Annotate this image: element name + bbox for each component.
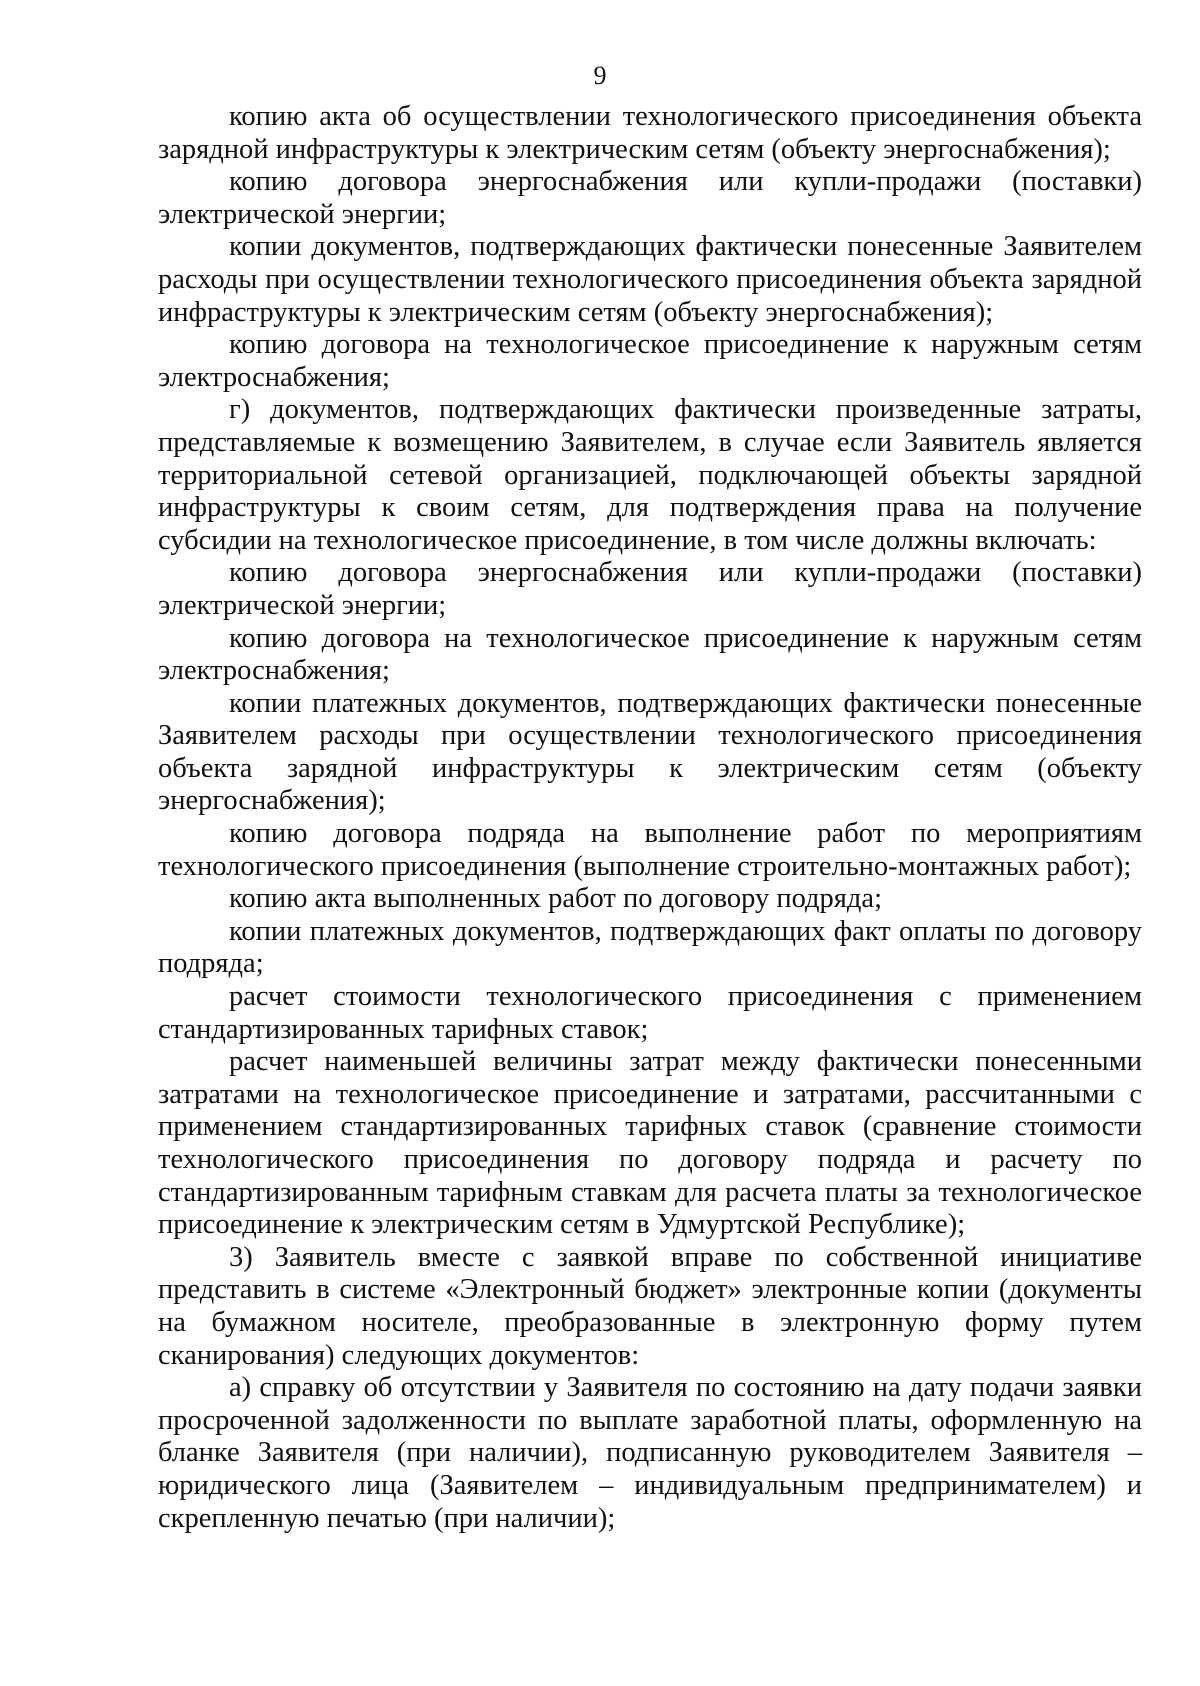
paragraph: копии платежных документов, подтверждающих фактически понесенные Заявителем расходы при осуществлении технологического присоединения объекта зарядной инфраструктуры к электрическим сетям (объекту энергоснабжения); — [158, 687, 1142, 817]
page-number: 9 — [593, 61, 607, 90]
paragraph: копии платежных документов, подтверждающих факт оплаты по договору подряда; — [158, 915, 1142, 980]
paragraph: 3) Заявитель вместе с заявкой вправе по собственной инициативе представить в системе «Электронный бюджет» электронные копии (документы на бумажном носителе, преобразованные в электронную форму путем сканирования) следующих документов: — [158, 1241, 1142, 1371]
paragraph: копию акта об осуществлении технологического присоединения объекта зарядной инфраструктуры к электрическим сетям (объекту энергоснабжения); — [158, 101, 1142, 165]
paragraph: расчет стоимости технологического присоединения с применением стандартизированных тарифных ставок; — [158, 981, 1142, 1045]
paragraph: копию договора энергоснабжения или купли-продажи (поставки) электрической энергии; — [158, 557, 1142, 621]
paragraph: расчет наименьшей величины затрат между фактически понесенными затратами на технологическое присоединение и затратами, рассчитанными с применением стандартизированных тарифных ставок (сравнение стоимости технологического присоединения по договору подряда и расчету по стандартизированным тарифным ставкам для расчета платы за технологическое присоединение к электрическим сетям в Удмуртской Республике); — [158, 1046, 1142, 1241]
paragraph: копию договора на технологическое присоединение к наружным сетям электроснабжения; — [158, 622, 1142, 687]
paragraph: копию договора подряда на выполнение работ по мероприятиям технологического присоединения (выполнение строительно-монтажных работ); — [158, 818, 1142, 882]
paragraph: копию договора на технологическое присоединение к наружным сетям электроснабжения; — [158, 329, 1142, 393]
document-body — [158, 101, 1142, 1535]
paragraph: г) документов, подтверждающих фактически произведенные затраты, представляемые к возмещению Заявителем, в случае если Заявитель является территориальной сетевой организацией, подключающей объекты зарядной инфраструктуры к своим сетям, для подтверждения права на получение субсидии на технологическое присоединение, в том числе должны включать: — [158, 394, 1142, 556]
paragraph: копии документов, подтверждающих фактически понесенные Заявителем расходы при осуществлении технологического присоединения объекта зарядной инфраструктуры к электрическим сетям (объекту энергоснабжения); — [158, 231, 1142, 328]
paragraph: копию акта выполненных работ по договору подряда; — [229, 883, 882, 915]
paragraph: копию договора энергоснабжения или купли-продажи (поставки) электрической энергии; — [158, 166, 1142, 230]
paragraph: а) справку об отсутствии у Заявителя по состоянию на дату подачи заявки просроченной задолженности по выплате заработной платы, оформленную на бланке Заявителя (при наличии), подписанную руководителем Заявителя – юридического лица (Заявителем – индивидуальным предпринимателем) и скрепленную печатью (при наличии); — [158, 1372, 1142, 1534]
